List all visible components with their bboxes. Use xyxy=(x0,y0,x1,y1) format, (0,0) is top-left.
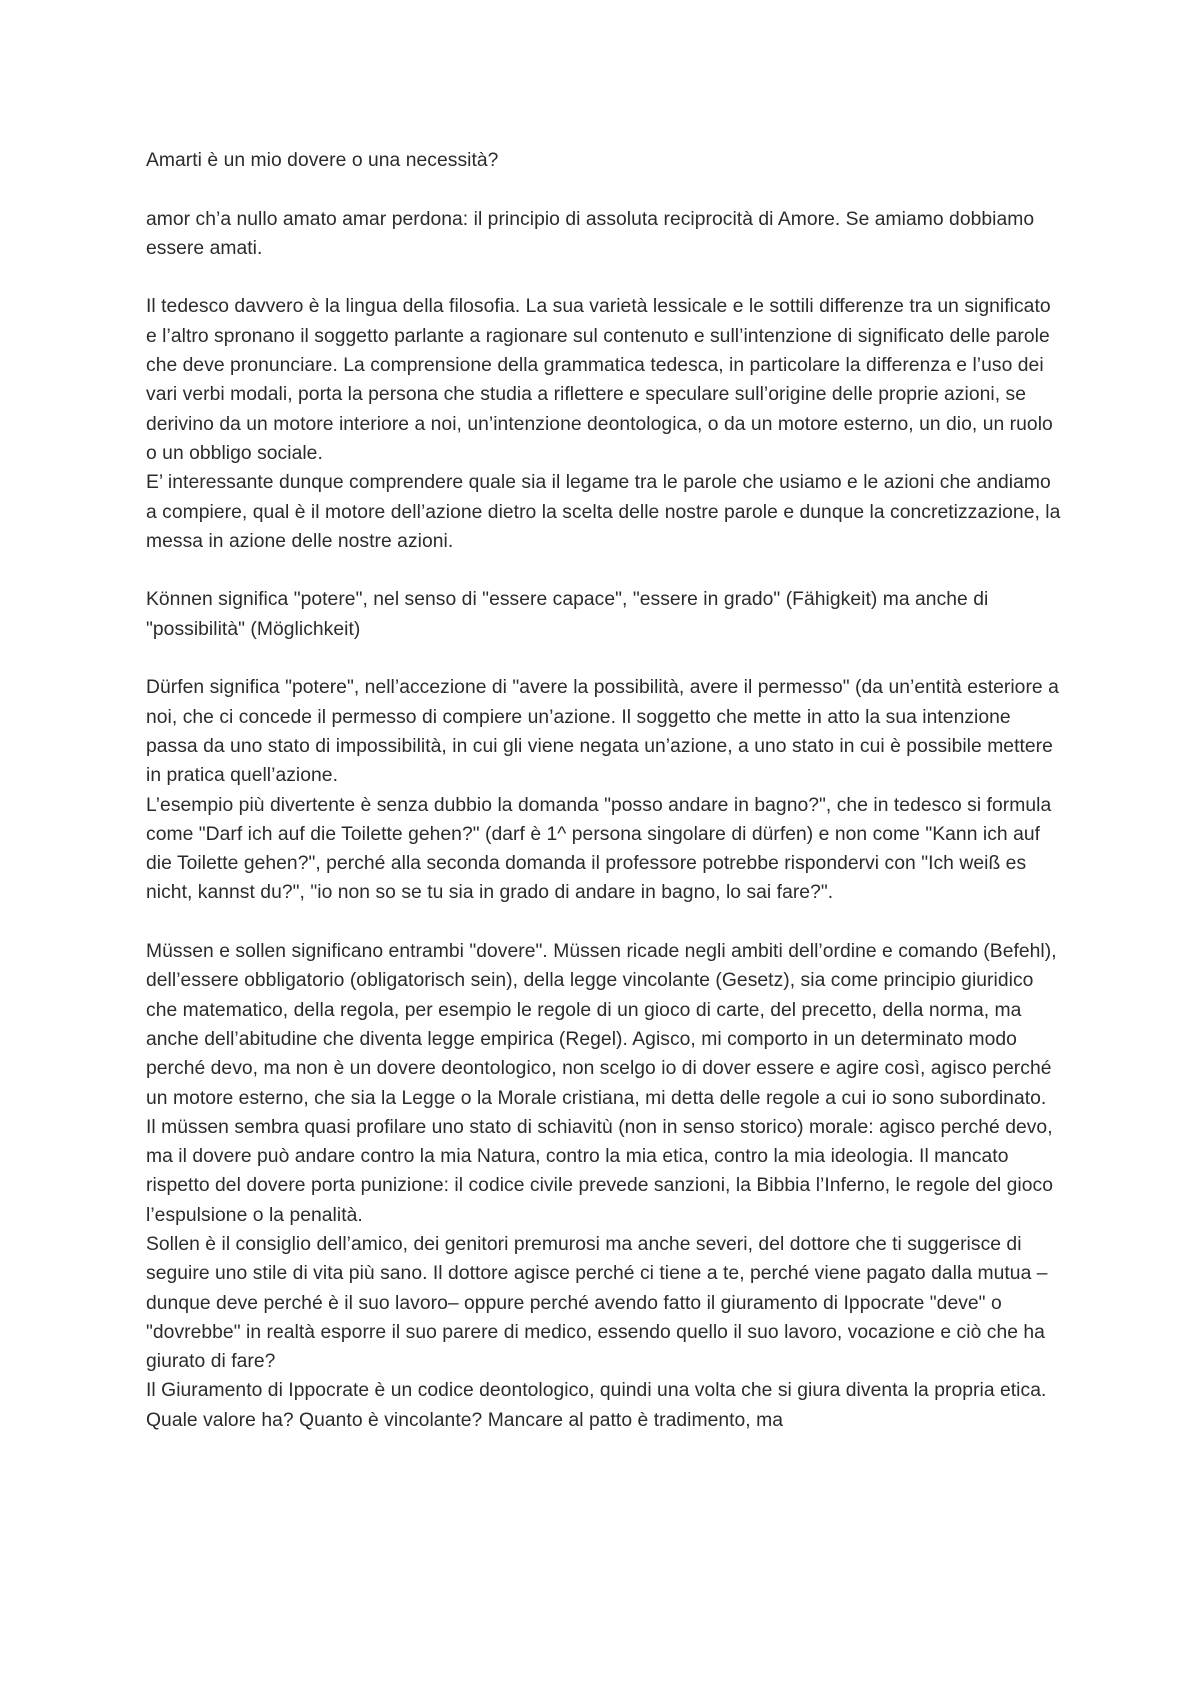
paragraph-8: Il müssen sembra quasi profilare uno stato di schiavitù (non in senso storico) morale: agisco perché devo, ma il dovere può andare contro la mia Natura, contro la mia etica, contro la mia ideologia. Il mancato rispetto del dovere porta punizione: il codice civile prevede sanzioni, la Bibbia l’Inferno, le regole del gioco l’espulsione o la penalità. xyxy=(146,1116,1053,1226)
paragraph-6: L’esempio più divertente è senza dubbio la domanda "posso andare in bagno?", che in tedesco si formula come "Darf ich auf die Toilette gehen?" (darf è 1^ persona singolare di dürfen) e non come "Kann ich auf die Toilette gehen?", perché alla seconda domanda il professore potrebbe rispondervi con "Ich weiß es nicht, kannst du?", "io non so se tu sia in grado di andare in bagno, lo sai fare?". xyxy=(146,794,1052,904)
paragraph-9: Sollen è il consiglio dell’amico, dei genitori premurosi ma anche severi, del dottore che ti suggerisce di seguire uno stile di vita più sano. Il dottore agisce perché ci tiene a te, perché viene pagato dalla mutua –dunque deve perché è il suo lavoro– oppure perché avendo fatto il giuramento di Ippocrate "deve" o "dovrebbe" in realtà esporre il suo parere di medico, essendo quello il suo lavoro, vocazione e ciò che ha giurato di fare? xyxy=(146,1233,1048,1373)
paragraph-7: Müssen e sollen significano entrambi "dovere". Müssen ricade negli ambiti dell’ordine e comando (Befehl), dell’essere obbligatorio (obligatorisch sein), della legge vincolante (Gesetz), sia come principio giuridico che matematico, della regola, per esempio le regole di un gioco di carte, del precetto, della norma, ma anche dell’abitudine che diventa legge empirica (Regel). Agisco, mi comporto in un determinato modo perché devo, ma non è un dovere deontologico, non scelgo io di dover essere e agire così, agisco perché un motore esterno, che sia la Legge o la Morale cristiana, mi detta delle regole a cui io sono subordinato. xyxy=(146,941,1057,1109)
paragraph-10: Il Giuramento di Ippocrate è un codice deontologico, quindi una volta che si giura diventa la propria etica. Quale valore ha? Quanto è vincolante? Mancare al patto è tradimento, ma xyxy=(146,1380,1047,1431)
document-body xyxy=(146,146,1066,1435)
paragraph-1: amor ch’a nullo amato amar perdona: il principio di assoluta reciprocità di Amore. Se amiamo dobbiamo essere amati. xyxy=(146,208,1035,259)
document-title: Amarti è un mio dovere o una necessità? xyxy=(146,150,499,171)
paragraph-2: Il tedesco davvero è la lingua della filosofia. La sua varietà lessicale e le sottili differenze tra un significato e l’altro spronano il soggetto parlante a ragionare sul contenuto e sull’intenzione di significato delle parole che deve pronunciare. La comprensione della grammatica tedesca, in particolare la differenza e l’uso dei vari verbi modali, porta la persona che studia a riflettere e speculare sull’origine delle proprie azioni, se derivino da un motore interiore a noi, un’intenzione deontologica, o da un motore esterno, un dio, un ruolo o un obbligo sociale. xyxy=(146,296,1053,464)
paragraph-5: Dürfen significa "potere", nell’accezione di "avere la possibilità, avere il permesso" (da un’entità esteriore a noi, che ci concede il permesso di compiere un’azione. Il soggetto che mette in atto la sua intenzione passa da uno stato di impossibilità, in cui gli viene negata un’azione, a uno stato in cui è possibile mettere in pratica quell’azione. xyxy=(146,677,1059,787)
paragraph-3: E’ interessante dunque comprendere quale sia il legame tra le parole che usiamo e le azioni che andiamo a compiere, qual è il motore dell’azione dietro la scelta delle nostre parole e dunque la concretizzazione, la messa in azione delle nostre azioni. xyxy=(146,472,1061,552)
paragraph-4: Können significa "potere", nel senso di "essere capace", "essere in grado" (Fähigkeit) ma anche di "possibilità" (Möglichkeit) xyxy=(146,589,989,640)
